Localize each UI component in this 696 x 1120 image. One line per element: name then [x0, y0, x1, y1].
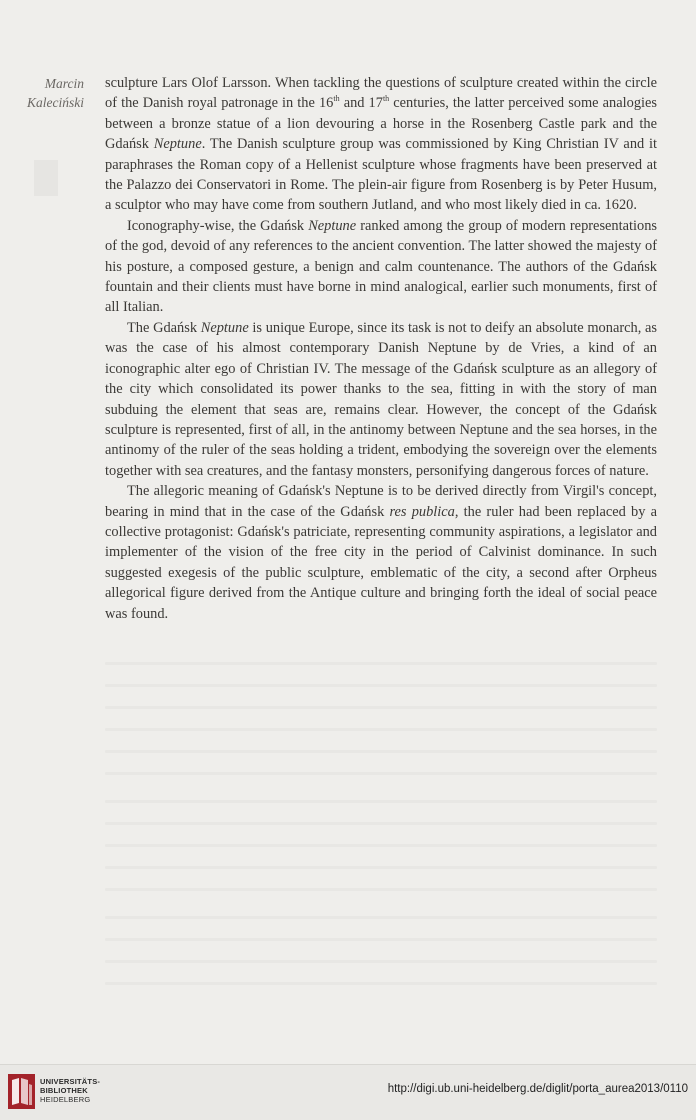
show-through-line — [105, 982, 657, 985]
p2-text-c: ranked among the group of modern representations of the god, devoid of any references to the ancient convention. The latter showed the majesty of his posture, a composed gesture, a benign and calm countenance. The authors of the Gdańsk fountain and their clients must have borne in mind analogical, earlier such monuments, first of all Italian. — [105, 217, 657, 316]
page-stain — [34, 160, 58, 196]
article-body — [105, 73, 657, 624]
p1-italic-neptune: Neptune — [153, 136, 202, 153]
p4-text-c: , the ruler had been replaced by a collective protagonist: Gdańsk's patriciate, representing community aspirations, a legislator and implementer of the vision of the free city in the period of Calvinist dominance. In such suggested exegesis of the public sculpture, emblematic of the city, a second after Orpheus allegorical figure derived from the Antique culture and bringing forth the ideal of social peace was found. — [105, 503, 657, 622]
p1-text-e: . The Danish sculpture group was commissioned by King Christian IV and it paraphrases the Roman copy of a Hellenist sculpture whose fragments have been preserved at the Palazzo dei Conservatori in Rome. The plein-air figure from Rosenberg is by Peter Husum, a sculptor who may have come from southern Jutland, and who most likely died in ca. 1620. — [105, 136, 657, 214]
p3-text-c: is unique Europe, since its task is not to deify an absolute monarch, as was the case of his almost contemporary Danish Neptune by de Vries, a kind of an iconographic alter ego of Christian IV. The message of the Gdańsk sculpture as an allegory of the city which consolidated its power thanks to the sea, fitting in with the story of man subduing the element that seas are, remains clear. However, the concept of the Gdańsk sculpture is represented, first of all, in the antinomy between Neptune and the sea horses, in the antinomy of the ruler of the seas holding a trident, embodying the sovereign over the elements together with sea creatures, and the fantasy monsters, personifying dangerous forces of nature. — [105, 319, 657, 479]
p1-text-a: sculpture Lars Olof Larsson. When tackling the questions of sculpture created within the circle of the Danish royal patronage in the 16 — [105, 75, 657, 112]
university-library-wordmark — [40, 1077, 100, 1104]
show-through-line — [105, 916, 657, 919]
p1-superscript-1: th — [333, 94, 340, 104]
author-margin-note — [27, 74, 84, 112]
paragraph-2 — [105, 216, 657, 318]
logo-line-2: BIBLIOTHEK — [40, 1086, 88, 1095]
author-last-name: Kaleciński — [27, 95, 84, 110]
show-through-line — [105, 844, 657, 847]
show-through-line — [105, 960, 657, 963]
p2-italic-neptune: Neptune — [308, 217, 357, 234]
show-through-line — [105, 706, 657, 709]
permalink-url[interactable]: http://digi.ub.uni-heidelberg.de/diglit/porta_aurea2013/0110 — [387, 1083, 688, 1095]
p3-italic-neptune: Neptune — [200, 319, 249, 336]
show-through-line — [105, 728, 657, 731]
university-library-logo-icon — [8, 1074, 35, 1109]
show-through-line — [105, 662, 657, 665]
p1-superscript-2: th — [382, 94, 390, 104]
p4-text-a: The allegoric meaning of Gdańsk's Neptune is to be derived directly from Virgil's concept, bearing in mind that in the case of the Gdańsk — [105, 483, 657, 520]
show-through-line — [105, 822, 657, 825]
viewer-footer — [0, 1064, 696, 1120]
show-through-line — [105, 772, 657, 775]
show-through-line — [105, 938, 657, 941]
p4-italic-res-publica: res publica — [389, 503, 455, 520]
paragraph-3 — [105, 318, 657, 481]
paragraph-4 — [105, 481, 657, 624]
p3-text-a: The Gdańsk — [127, 319, 201, 336]
logo-line-1: UNIVERSITÄTS- — [40, 1077, 101, 1086]
show-through-line — [105, 684, 657, 687]
show-through-line — [105, 888, 657, 891]
paragraph-1 — [105, 73, 657, 216]
logo-line-3: HEIDELBERG — [40, 1095, 91, 1104]
show-through-line — [105, 866, 657, 869]
p1-text-b: and 17 — [339, 95, 383, 112]
author-first-name: Marcin — [44, 76, 84, 91]
show-through-line — [105, 800, 657, 803]
p1-text-c: centuries, the latter perceived some analogies between a bronze statue of a lion devouring a horse in the Rosenberg Castle park and the Gdańsk — [105, 95, 657, 153]
show-through-line — [105, 750, 657, 753]
p2-text-a: Iconography-wise, the Gdańsk — [127, 217, 309, 234]
